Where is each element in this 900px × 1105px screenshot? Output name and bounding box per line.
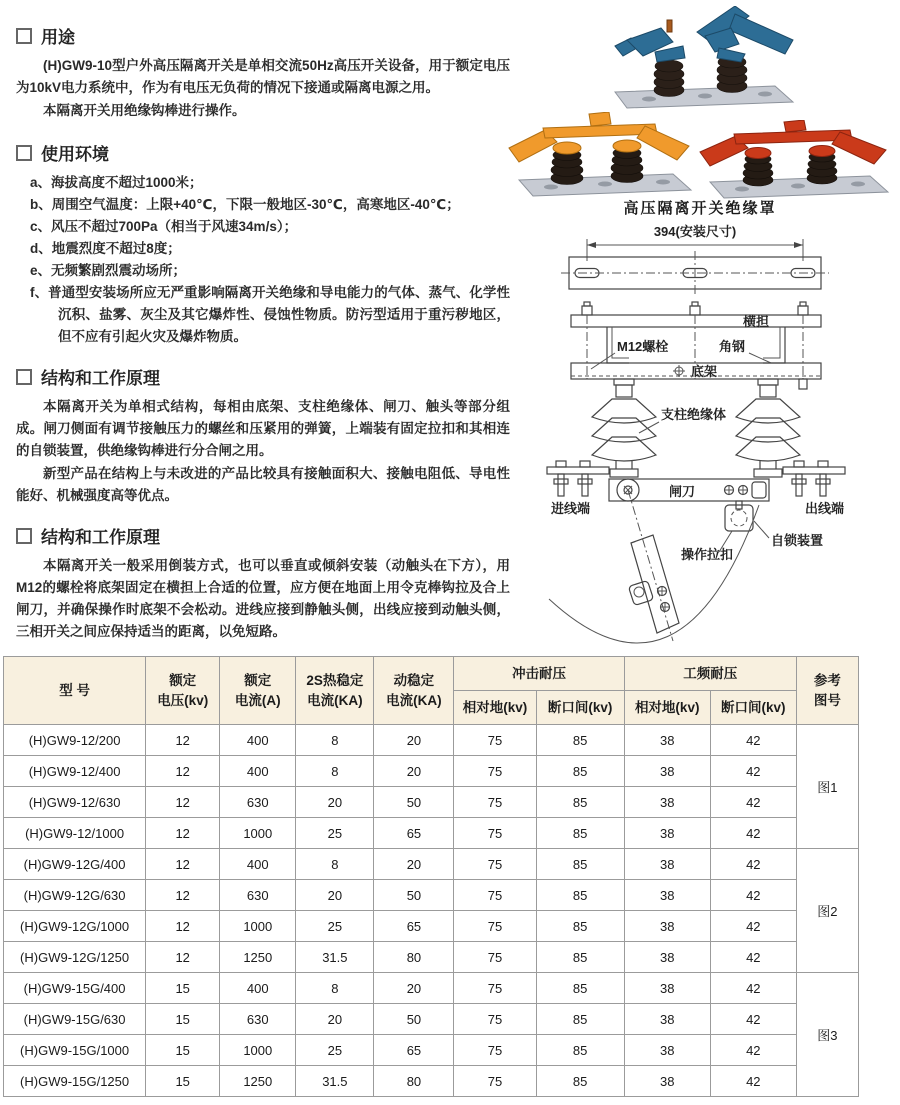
cell: 400 bbox=[220, 756, 296, 787]
square-bullet-icon bbox=[16, 528, 32, 544]
structure2-paragraph-1: 本隔离开关一般采用倒装方式，也可以垂直或倾斜安装（动触头在下方），用M12的螺栓将底架固定在横担上合适的位置，应方便在地面上用令克棒钩拉及合上闸刀，并确保操作时底架不会松动。进线应接到静触头侧，出线应接到动触头侧，三相开关之间应保持适当的距离，以免短路。 bbox=[16, 558, 510, 639]
label-base-frame: 底架 bbox=[691, 364, 718, 379]
cell-model: (H)GW9-12/1000 bbox=[4, 818, 146, 849]
cell: 85 bbox=[536, 725, 624, 756]
cell: 75 bbox=[454, 787, 536, 818]
cell: 75 bbox=[454, 1035, 536, 1066]
cell: 85 bbox=[536, 756, 624, 787]
table-row bbox=[4, 1066, 859, 1097]
cell: 15 bbox=[146, 973, 220, 1004]
header-impulse-across-gap: 断口间(kv) bbox=[536, 691, 624, 725]
cell: 31.5 bbox=[296, 1066, 374, 1097]
cell: 38 bbox=[624, 818, 710, 849]
header-impulse-to-ground: 相对地(kv) bbox=[454, 691, 536, 725]
cell: 20 bbox=[374, 725, 454, 756]
cell: 75 bbox=[454, 818, 536, 849]
cell: 38 bbox=[624, 973, 710, 1004]
section-heading-usage bbox=[16, 23, 510, 48]
cell: 15 bbox=[146, 1066, 220, 1097]
cell: 31.5 bbox=[296, 942, 374, 973]
cell: 65 bbox=[374, 818, 454, 849]
section-heading-structure-1 bbox=[16, 364, 510, 389]
cell-model: (H)GW9-12G/400 bbox=[4, 849, 146, 880]
cell: 20 bbox=[374, 849, 454, 880]
cell: 38 bbox=[624, 1035, 710, 1066]
cell: 12 bbox=[146, 911, 220, 942]
cell: 400 bbox=[220, 973, 296, 1004]
usage-paragraph-2: 本隔离开关用绝缘钩棒进行操作。 bbox=[43, 103, 246, 118]
cell: 85 bbox=[536, 911, 624, 942]
cell: 42 bbox=[710, 1004, 796, 1035]
cell: 38 bbox=[624, 756, 710, 787]
cell: 38 bbox=[624, 880, 710, 911]
cell: 85 bbox=[536, 1004, 624, 1035]
cell: 85 bbox=[536, 880, 624, 911]
cell: 1000 bbox=[220, 818, 296, 849]
cell: 1000 bbox=[220, 911, 296, 942]
cell: 400 bbox=[220, 849, 296, 880]
cell: 42 bbox=[710, 849, 796, 880]
cell: 12 bbox=[146, 756, 220, 787]
label-inlet: 进线端 bbox=[551, 501, 591, 516]
table-row bbox=[4, 849, 859, 880]
text-column bbox=[16, 10, 510, 690]
label-cross-arm: 横担 bbox=[743, 314, 770, 329]
cell: 75 bbox=[454, 1004, 536, 1035]
header-ref-figure: 参考 图号 bbox=[796, 657, 858, 725]
cell-model: (H)GW9-15G/1000 bbox=[4, 1035, 146, 1066]
post-insulator-left bbox=[592, 379, 656, 477]
cell: 85 bbox=[536, 849, 624, 880]
table-row bbox=[4, 1035, 859, 1066]
cell-model: (H)GW9-12G/630 bbox=[4, 880, 146, 911]
cell: 42 bbox=[710, 942, 796, 973]
env-item-c: c、风压不超过700Pa（相当于风速34m/s）； bbox=[30, 219, 298, 234]
cell: 8 bbox=[296, 849, 374, 880]
inlet-terminal-bolts bbox=[547, 461, 609, 496]
cell: 1000 bbox=[220, 1035, 296, 1066]
cell: 12 bbox=[146, 725, 220, 756]
cell: 75 bbox=[454, 756, 536, 787]
structure1-paragraph-1: 本隔离开关为单相式结构，每相由底架、支柱绝缘体、闸刀、触头等部分组成。闸刀侧面有调节接触压力的螺丝和压紧用的弹簧，上端装有固定拉扣和其相连的自锁装置，供绝缘钩棒进行分合闸之用。 bbox=[16, 399, 510, 458]
cell: 12 bbox=[146, 942, 220, 973]
cell: 65 bbox=[374, 911, 454, 942]
structure1-paragraph-2: 新型产品在结构上与未改进的产品比较具有接触面积大、接触电阻低、导电性能好、机械强度高等优点。 bbox=[16, 466, 510, 503]
cell: 38 bbox=[624, 1004, 710, 1035]
label-post-insulator: 支柱绝缘体 bbox=[661, 407, 727, 422]
label-dimension: 394(安装尺寸) bbox=[653, 224, 737, 239]
photo-orange-switch bbox=[505, 112, 700, 200]
table-row bbox=[4, 818, 859, 849]
photo-blue-switch bbox=[597, 6, 802, 114]
cell: 85 bbox=[536, 787, 624, 818]
label-angle-steel: 角钢 bbox=[719, 339, 746, 354]
cell: 75 bbox=[454, 911, 536, 942]
cell: 38 bbox=[624, 787, 710, 818]
cell: 12 bbox=[146, 880, 220, 911]
cell-figure-ref: 图2 bbox=[796, 849, 858, 973]
cell: 8 bbox=[296, 725, 374, 756]
cell-figure-ref: 图1 bbox=[796, 725, 858, 849]
cell: 12 bbox=[146, 849, 220, 880]
cell: 15 bbox=[146, 1004, 220, 1035]
section-title-usage: 用途 bbox=[41, 28, 75, 47]
cell: 630 bbox=[220, 787, 296, 818]
section-heading-structure-2 bbox=[16, 523, 510, 548]
cell: 50 bbox=[374, 880, 454, 911]
cell-model: (H)GW9-15G/630 bbox=[4, 1004, 146, 1035]
cell: 85 bbox=[536, 818, 624, 849]
cell: 25 bbox=[296, 1035, 374, 1066]
cell: 1250 bbox=[220, 1066, 296, 1097]
cell-model: (H)GW9-12G/1000 bbox=[4, 911, 146, 942]
cell: 8 bbox=[296, 756, 374, 787]
cell: 42 bbox=[710, 725, 796, 756]
cell-model: (H)GW9-12/200 bbox=[4, 725, 146, 756]
header-pf-to-ground: 相对地(kv) bbox=[624, 691, 710, 725]
cell: 75 bbox=[454, 942, 536, 973]
bolt-heads bbox=[582, 302, 808, 315]
cell: 85 bbox=[536, 1066, 624, 1097]
env-item-e: e、无频繁剧烈震动场所； bbox=[30, 263, 187, 278]
header-model: 型 号 bbox=[4, 657, 146, 725]
cell: 85 bbox=[536, 973, 624, 1004]
header-impulse-withstand: 冲击耐压 bbox=[454, 657, 624, 691]
header-rated-current: 额定 电流(A) bbox=[220, 657, 296, 725]
cell: 42 bbox=[710, 818, 796, 849]
square-bullet-icon bbox=[16, 28, 32, 44]
section-title-environment: 使用环境 bbox=[41, 145, 109, 164]
spec-table-wrap bbox=[3, 656, 861, 1097]
cell: 38 bbox=[624, 849, 710, 880]
cell: 42 bbox=[710, 880, 796, 911]
table-row bbox=[4, 942, 859, 973]
table-row bbox=[4, 973, 859, 1004]
cell: 20 bbox=[296, 880, 374, 911]
cell: 20 bbox=[374, 756, 454, 787]
header-dynamic-current: 动稳定 电流(KA) bbox=[374, 657, 454, 725]
cell: 42 bbox=[710, 911, 796, 942]
cell: 38 bbox=[624, 725, 710, 756]
cell: 20 bbox=[296, 787, 374, 818]
table-row bbox=[4, 911, 859, 942]
cell: 15 bbox=[146, 1035, 220, 1066]
header-rated-voltage: 额定 电压(kv) bbox=[146, 657, 220, 725]
square-bullet-icon bbox=[16, 369, 32, 385]
label-m12-bolt: M12螺栓 bbox=[617, 339, 669, 354]
table-row bbox=[4, 756, 859, 787]
label-pull-buckle: 操作拉扣 bbox=[681, 547, 734, 562]
photo-red-switch bbox=[698, 120, 898, 200]
header-thermal-current: 2S热稳定 电流(KA) bbox=[296, 657, 374, 725]
header-powerfreq-withstand: 工频耐压 bbox=[624, 657, 796, 691]
cell: 630 bbox=[220, 1004, 296, 1035]
table-row bbox=[4, 1004, 859, 1035]
installation-diagram bbox=[521, 221, 897, 649]
spec-table-header bbox=[4, 657, 859, 725]
cell: 25 bbox=[296, 818, 374, 849]
cell: 75 bbox=[454, 1066, 536, 1097]
cell-model: (H)GW9-12G/1250 bbox=[4, 942, 146, 973]
cell: 65 bbox=[374, 1035, 454, 1066]
cell: 42 bbox=[710, 787, 796, 818]
cell: 42 bbox=[710, 1066, 796, 1097]
label-outlet: 出线端 bbox=[805, 501, 845, 516]
cell: 630 bbox=[220, 880, 296, 911]
usage-paragraph-1: (H)GW9-10型户外高压隔离开关是单相交流50Hz高压开关设备，用于额定电压为10kV电力系统中，作为有电压无负荷的情况下接通或隔离电源之用。 bbox=[16, 58, 510, 95]
cell: 12 bbox=[146, 818, 220, 849]
cell: 38 bbox=[624, 911, 710, 942]
table-row bbox=[4, 787, 859, 818]
cell: 12 bbox=[146, 787, 220, 818]
cell: 80 bbox=[374, 1066, 454, 1097]
env-item-a: a、海拔高度不超过1000米； bbox=[30, 175, 203, 190]
cell: 85 bbox=[536, 942, 624, 973]
environment-list bbox=[30, 172, 510, 348]
env-item-d: d、地震烈度不超过8度； bbox=[30, 241, 181, 256]
section-title-structure-2: 结构和工作原理 bbox=[41, 528, 160, 547]
cell-model: (H)GW9-15G/1250 bbox=[4, 1066, 146, 1097]
cell: 75 bbox=[454, 725, 536, 756]
cell: 38 bbox=[624, 1066, 710, 1097]
cell: 50 bbox=[374, 1004, 454, 1035]
cell-figure-ref: 图3 bbox=[796, 973, 858, 1097]
cell: 50 bbox=[374, 787, 454, 818]
cell: 42 bbox=[710, 1035, 796, 1066]
env-item-f: f、普通型安装场所应无严重影响隔离开关绝缘和导电能力的气体、蒸气、化学性沉积、盐雾、灰尘及其它爆炸性、侵蚀性物质。防污型适用于重污秽地区，但不应有引起火灾及爆炸物质。 bbox=[30, 285, 510, 344]
cell-model: (H)GW9-15G/400 bbox=[4, 973, 146, 1004]
cell: 75 bbox=[454, 880, 536, 911]
spec-table bbox=[3, 656, 859, 1097]
label-self-lock: 自锁装置 bbox=[771, 533, 824, 548]
outlet-terminal-bolts bbox=[783, 461, 845, 496]
section-heading-environment bbox=[16, 140, 510, 165]
cell: 25 bbox=[296, 911, 374, 942]
square-bullet-icon bbox=[16, 145, 32, 161]
cell-model: (H)GW9-12/400 bbox=[4, 756, 146, 787]
cell: 75 bbox=[454, 849, 536, 880]
header-pf-across-gap: 断口间(kv) bbox=[710, 691, 796, 725]
cell: 38 bbox=[624, 942, 710, 973]
cell: 42 bbox=[710, 756, 796, 787]
section-title-structure-1: 结构和工作原理 bbox=[41, 369, 160, 388]
table-row bbox=[4, 880, 859, 911]
table-row bbox=[4, 725, 859, 756]
cell: 8 bbox=[296, 973, 374, 1004]
cell: 1250 bbox=[220, 942, 296, 973]
post-insulator-right bbox=[736, 379, 800, 477]
cell: 42 bbox=[710, 973, 796, 1004]
cell: 20 bbox=[374, 973, 454, 1004]
cell: 80 bbox=[374, 942, 454, 973]
cell: 20 bbox=[296, 1004, 374, 1035]
cell: 85 bbox=[536, 1035, 624, 1066]
cell: 400 bbox=[220, 725, 296, 756]
cell: 75 bbox=[454, 973, 536, 1004]
env-item-b: b、周围空气温度：上限+40℃，下限一般地区-30℃，高寒地区-40℃； bbox=[30, 197, 460, 212]
photos-caption: 高压隔离开关绝缘罩 bbox=[623, 200, 777, 217]
label-knife: 闸刀 bbox=[669, 484, 696, 499]
cell-model: (H)GW9-12/630 bbox=[4, 787, 146, 818]
